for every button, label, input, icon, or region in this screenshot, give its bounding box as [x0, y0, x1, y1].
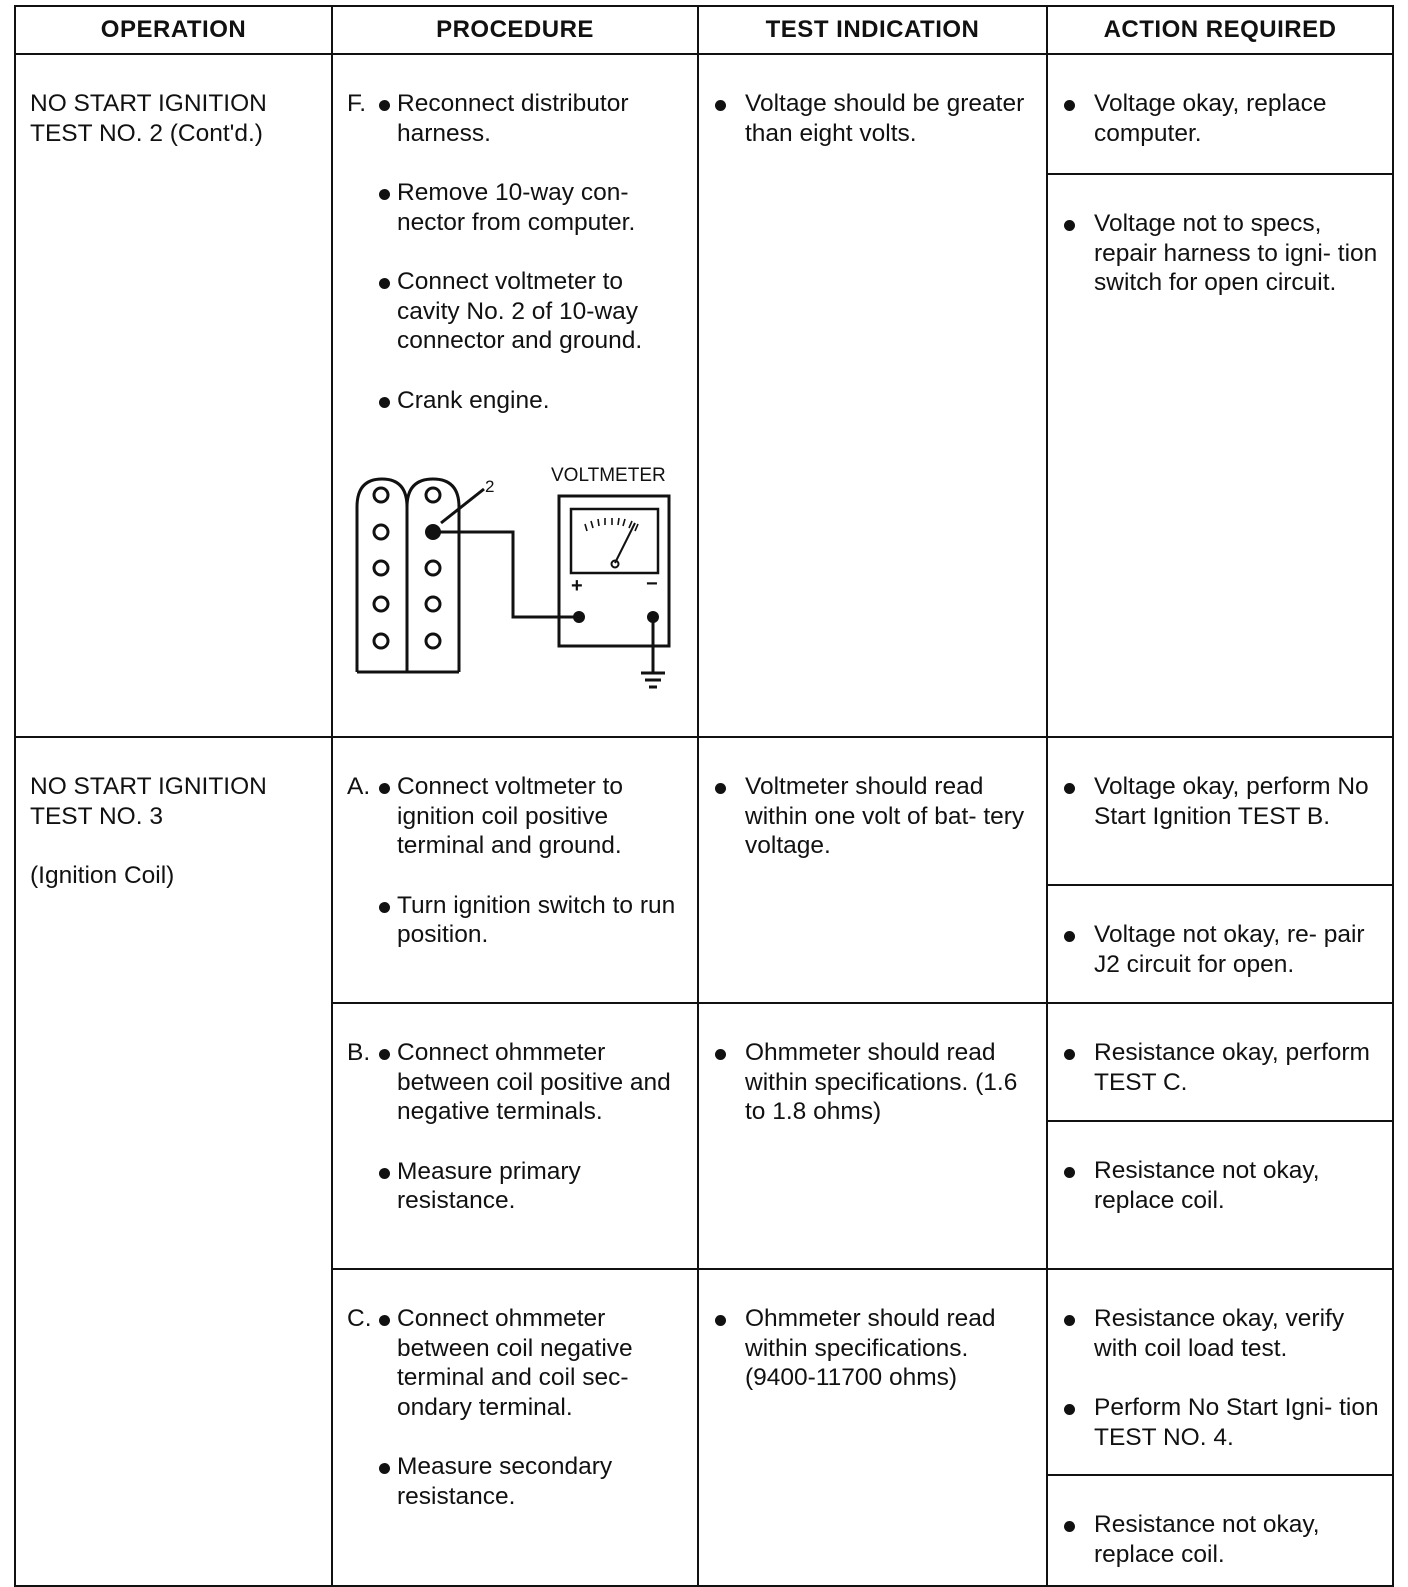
action-text: Resistance okay, perform TEST C. — [1094, 1039, 1370, 1096]
procedure-step — [347, 178, 687, 237]
operation-title-line2: TEST NO. 3 — [30, 802, 163, 830]
bullet-icon — [1062, 89, 1094, 148]
test-indication-cell-test3-a — [698, 737, 1047, 1003]
action-cell-test3-b — [1047, 1003, 1393, 1269]
indication-item — [713, 1304, 1036, 1393]
operation-cell-test3 — [15, 737, 332, 1586]
procedure-text: Turn ignition switch to run position. — [397, 891, 676, 948]
procedure-text: Crank engine. — [397, 386, 550, 414]
action-block — [1048, 1270, 1392, 1476]
procedure-text: Measure primary resistance. — [397, 1157, 581, 1214]
bullet-icon — [377, 1304, 397, 1422]
procedure-step — [347, 891, 687, 950]
action-block — [1048, 1122, 1392, 1268]
plus-sign: + — [571, 575, 583, 597]
procedure-step — [347, 89, 687, 148]
action-cell-test3-a — [1047, 737, 1393, 1003]
bullet-icon — [713, 89, 745, 148]
test-indication-cell-test3-b — [698, 1003, 1047, 1269]
cavity — [374, 597, 388, 611]
action-block — [1048, 1004, 1392, 1122]
voltmeter-needle — [615, 523, 635, 563]
action-block — [1048, 175, 1392, 736]
procedure-step — [347, 267, 687, 356]
test-indication-cell-test3-c — [698, 1269, 1047, 1586]
step-prefix: C. — [347, 1305, 372, 1332]
negative-terminal — [647, 611, 659, 623]
diagnostic-table — [14, 5, 1394, 1587]
procedure-text: Connect ohmmeter between coil negative terminal and coil sec- ondary terminal. — [397, 1305, 633, 1421]
bullet-icon — [713, 1304, 745, 1393]
cavity — [374, 488, 388, 502]
action-text: Resistance okay, verify with coil load test. — [1094, 1305, 1345, 1362]
procedure-cell-test3-c — [332, 1269, 698, 1586]
bullet-icon — [377, 1157, 397, 1216]
procedure-text: Connect voltmeter to cavity No. 2 of 10-way connector and ground. — [397, 268, 643, 354]
bullet-icon — [713, 1038, 745, 1127]
action-text: Perform No Start Igni- tion TEST NO. 4. — [1094, 1394, 1379, 1451]
cavity — [426, 488, 440, 502]
bullet-icon — [377, 267, 397, 356]
bullet-icon — [377, 89, 397, 148]
indication-item — [713, 1038, 1036, 1127]
procedure-step — [347, 1038, 687, 1127]
header-test-indication: TEST INDICATION — [698, 6, 1047, 54]
step-prefix: F. — [347, 90, 367, 117]
step-prefix: B. — [347, 1039, 371, 1066]
procedure-cell-test2-f — [332, 54, 698, 737]
bullet-icon — [1062, 209, 1094, 298]
positive-terminal — [573, 611, 585, 623]
minus-sign: − — [646, 573, 658, 595]
bullet-icon — [377, 772, 397, 861]
table-row-test3-a — [15, 737, 1393, 1003]
indication-text: Voltage should be greater than eight volts. — [745, 90, 1025, 147]
indication-text: Ohmmeter should read within specifications. (1.6 to 1.8 ohms) — [745, 1039, 1018, 1125]
bullet-icon — [713, 772, 745, 861]
bullet-icon — [1062, 920, 1094, 979]
indication-item — [713, 772, 1036, 861]
table-row-test2 — [15, 54, 1393, 737]
action-block — [1048, 738, 1392, 886]
bullet-icon — [1062, 1156, 1094, 1215]
operation-title-line1: NO START IGNITION — [30, 90, 267, 117]
cavity — [374, 561, 388, 575]
cavity-2-probed — [425, 524, 441, 540]
bullet-icon — [377, 1452, 397, 1511]
action-text: Resistance not okay, replace coil. — [1094, 1157, 1320, 1214]
voltmeter-connector-diagram — [353, 457, 693, 697]
bullet-icon — [377, 386, 397, 416]
procedure-step — [347, 1157, 687, 1216]
action-block — [1048, 886, 1392, 1002]
voltmeter-face — [571, 509, 658, 573]
cavity-number-label: 2 — [485, 477, 495, 496]
cavity — [426, 634, 440, 648]
cavity — [374, 525, 388, 539]
action-text: Voltage not to specs, repair harness to igni- tion switch for open circuit. — [1094, 210, 1378, 296]
operation-title-line1: NO START IGNITION — [30, 773, 267, 800]
action-block — [1048, 1476, 1392, 1585]
procedure-cell-test3-a — [332, 737, 698, 1003]
header-action-required: ACTION REQUIRED — [1047, 6, 1393, 54]
bullet-icon — [1062, 772, 1094, 831]
action-text: Voltage okay, replace computer. — [1094, 90, 1327, 147]
procedure-text: Connect ohmmeter between coil positive and negative terminals. — [397, 1039, 671, 1125]
indication-item — [713, 89, 1036, 148]
action-text: Voltage okay, perform No Start Ignition TEST B. — [1094, 773, 1369, 830]
bullet-icon — [1062, 1393, 1094, 1452]
cavity — [426, 561, 440, 575]
action-block — [1048, 55, 1392, 175]
bullet-icon — [1062, 1304, 1094, 1363]
bullet-icon — [377, 178, 397, 237]
test-indication-cell-test2-f — [698, 54, 1047, 737]
operation-cell-test2 — [15, 54, 332, 737]
step-prefix: A. — [347, 773, 371, 800]
procedure-text: Reconnect distributor harness. — [397, 90, 629, 147]
header-row — [15, 6, 1393, 54]
cavity — [374, 634, 388, 648]
procedure-cell-test3-b — [332, 1003, 698, 1269]
procedure-step — [347, 1304, 687, 1422]
header-operation: OPERATION — [15, 6, 332, 54]
operation-subtitle: (Ignition Coil) — [30, 862, 175, 889]
procedure-text: Remove 10-way con- nector from computer. — [397, 179, 636, 236]
indication-text: Ohmmeter should read within specifications. (9400-11700 ohms) — [745, 1305, 996, 1391]
procedure-step — [347, 1452, 687, 1511]
procedure-step — [347, 772, 687, 861]
bullet-icon — [377, 1038, 397, 1127]
procedure-text: Measure secondary resistance. — [397, 1453, 613, 1510]
action-cell-test3-c — [1047, 1269, 1393, 1586]
bullet-icon — [1062, 1038, 1094, 1097]
voltmeter-label: VOLTMETER — [551, 465, 666, 486]
header-procedure: PROCEDURE — [332, 6, 698, 54]
procedure-step — [347, 386, 687, 416]
bullet-icon — [377, 891, 397, 950]
cavity — [426, 597, 440, 611]
procedure-text: Connect voltmeter to ignition coil positive terminal and ground. — [397, 773, 624, 859]
action-text: Voltage not okay, re- pair J2 circuit for open. — [1094, 921, 1365, 978]
indication-text: Voltmeter should read within one volt of bat- tery voltage. — [745, 773, 1025, 859]
action-cell-test2-f — [1047, 54, 1393, 737]
bullet-icon — [1062, 1510, 1094, 1569]
operation-title-line2: TEST NO. 2 (Cont'd.) — [30, 119, 263, 147]
action-text: Resistance not okay, replace coil. — [1094, 1511, 1320, 1568]
